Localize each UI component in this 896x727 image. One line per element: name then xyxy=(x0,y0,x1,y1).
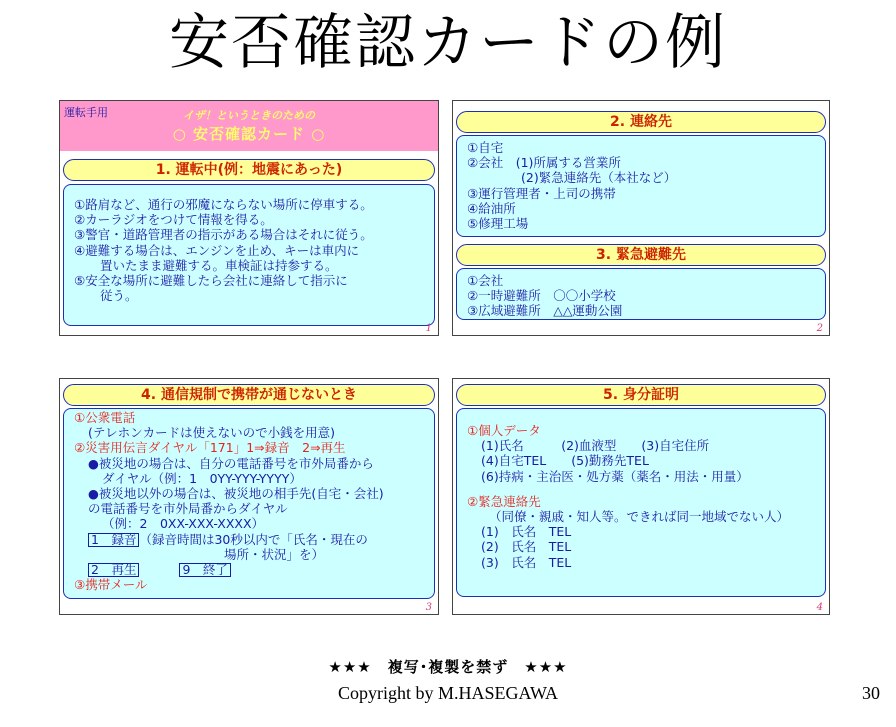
comm-line xyxy=(74,532,424,547)
communication-instructions xyxy=(63,408,435,599)
section-title-driving: 1. 運転中(例：地震にあった) xyxy=(63,159,435,181)
comm-line: 場所・状況」を） xyxy=(224,546,325,562)
card-contacts xyxy=(452,100,830,336)
card-page-number: 1 xyxy=(425,323,432,334)
section-title-evacuation: 3. 緊急避難先 xyxy=(456,244,826,266)
instruction-line: ②カーラジオをつけて情報を得る。 xyxy=(74,212,273,228)
section-title-communication: 4. 通信規制で携帯が通じないとき xyxy=(63,384,435,406)
section-title-identification: 5. 身分証明 xyxy=(456,384,826,406)
driving-instructions xyxy=(63,184,435,326)
comm-line: ●被災地の場合は、自分の電話番号を市外局番から xyxy=(88,455,374,471)
contact-line: ①自宅 xyxy=(467,140,504,155)
contact-line: (2)緊急連絡先（本社など） xyxy=(521,170,677,186)
instruction-line: 従う。 xyxy=(100,288,138,304)
comm-line: ③携帯メール xyxy=(74,577,148,593)
id-line: (6)持病・主治医・処方薬（薬名・用法・用量） xyxy=(481,468,749,484)
card-driving xyxy=(59,100,439,336)
slide-page-number: 30 xyxy=(862,683,880,703)
id-line: (3) 氏名 TEL xyxy=(481,554,572,570)
card-communication xyxy=(59,378,439,615)
contact-line: ⑤修理工場 xyxy=(467,216,529,232)
comm-line: ②災害用伝言ダイヤル「171」1⇒録音 2⇒再生 xyxy=(74,440,346,456)
card-page-number: 4 xyxy=(816,602,823,613)
comm-line: （例：2 0XX-XXX-XXXX） xyxy=(102,516,265,532)
header-main-title: ○ 安否確認カード ○ xyxy=(172,125,326,143)
id-line: （同僚・親戚・知人等。できれば同一地域でない人） xyxy=(489,509,790,525)
card-header-banner xyxy=(60,101,438,151)
header-subtitle: イザ！というときのための xyxy=(183,109,315,122)
contacts-list xyxy=(456,135,826,237)
id-line: (1)氏名 (2)血液型 (3)自宅住所 xyxy=(481,438,710,454)
card-page-number: 2 xyxy=(816,323,823,334)
record-key-box: 1 録音 xyxy=(88,533,139,547)
copy-prohibited-notice: ★★★ 複写･複製を禁ず ★★★ xyxy=(328,658,568,676)
comm-line: (テレホンカードは使えないので小銭を用意) xyxy=(88,425,336,441)
comm-line: の電話番号を市外局番からダイヤル xyxy=(88,501,288,517)
instruction-line: ④避難する場合は、エンジンを止め、キーは車内に xyxy=(74,242,360,258)
end-key-box: 9 終了 xyxy=(179,563,230,577)
driver-tag: 運転手用 xyxy=(64,106,108,119)
instruction-line: ①路肩など、通行の邪魔にならない場所に停車する。 xyxy=(74,197,373,212)
identification-details xyxy=(456,408,826,597)
section-title-contacts: 2. 連絡先 xyxy=(456,111,826,133)
card-page-number: 3 xyxy=(425,602,432,613)
evacuation-line: ③広域避難所 △△運動公園 xyxy=(467,303,623,319)
instruction-line: ③警官・道路管理者の指示がある場合はそれに従う。 xyxy=(74,227,373,243)
spacer xyxy=(467,484,815,494)
comm-line: ●被災地以外の場合は、被災地の相手先(自宅・会社) xyxy=(88,486,384,502)
comm-line: ダイヤル（例：1 0YY-YYY-YYYY） xyxy=(102,470,302,486)
id-line: ②緊急連絡先 xyxy=(467,493,541,509)
evacuation-line: ①会社 xyxy=(467,273,504,288)
id-line: (2) 氏名 TEL xyxy=(481,539,572,555)
card-identification xyxy=(452,378,830,615)
comm-line xyxy=(74,562,424,577)
record-note: （録音時間は30秒以内で「氏名・現在の xyxy=(139,531,368,547)
contact-line: ④給油所 xyxy=(467,200,516,216)
id-line: ①個人データ xyxy=(467,423,541,438)
comm-line: ①公衆電話 xyxy=(74,410,136,425)
contact-line: ②会社 (1)所属する営業所 xyxy=(467,155,621,171)
id-line: (1) 氏名 TEL xyxy=(481,524,572,540)
evacuation-list xyxy=(456,268,826,320)
copyright: Copyright by M.HASEGAWA xyxy=(337,683,559,703)
slide-title: 安否確認カードの例 xyxy=(169,8,727,78)
instruction-line: ⑤安全な場所に避難したら会社に連絡して指示に xyxy=(74,273,348,289)
play-key-box: 2 再生 xyxy=(88,563,139,577)
id-line: (4)自宅TEL (5)勤務先TEL xyxy=(481,453,649,469)
instruction-line: 置いたまま避難する。車検証は持参する。 xyxy=(100,257,338,273)
contact-line: ③運行管理者・上司の携帯 xyxy=(467,185,616,201)
evacuation-line: ②一時避難所 〇〇小学校 xyxy=(467,288,616,304)
